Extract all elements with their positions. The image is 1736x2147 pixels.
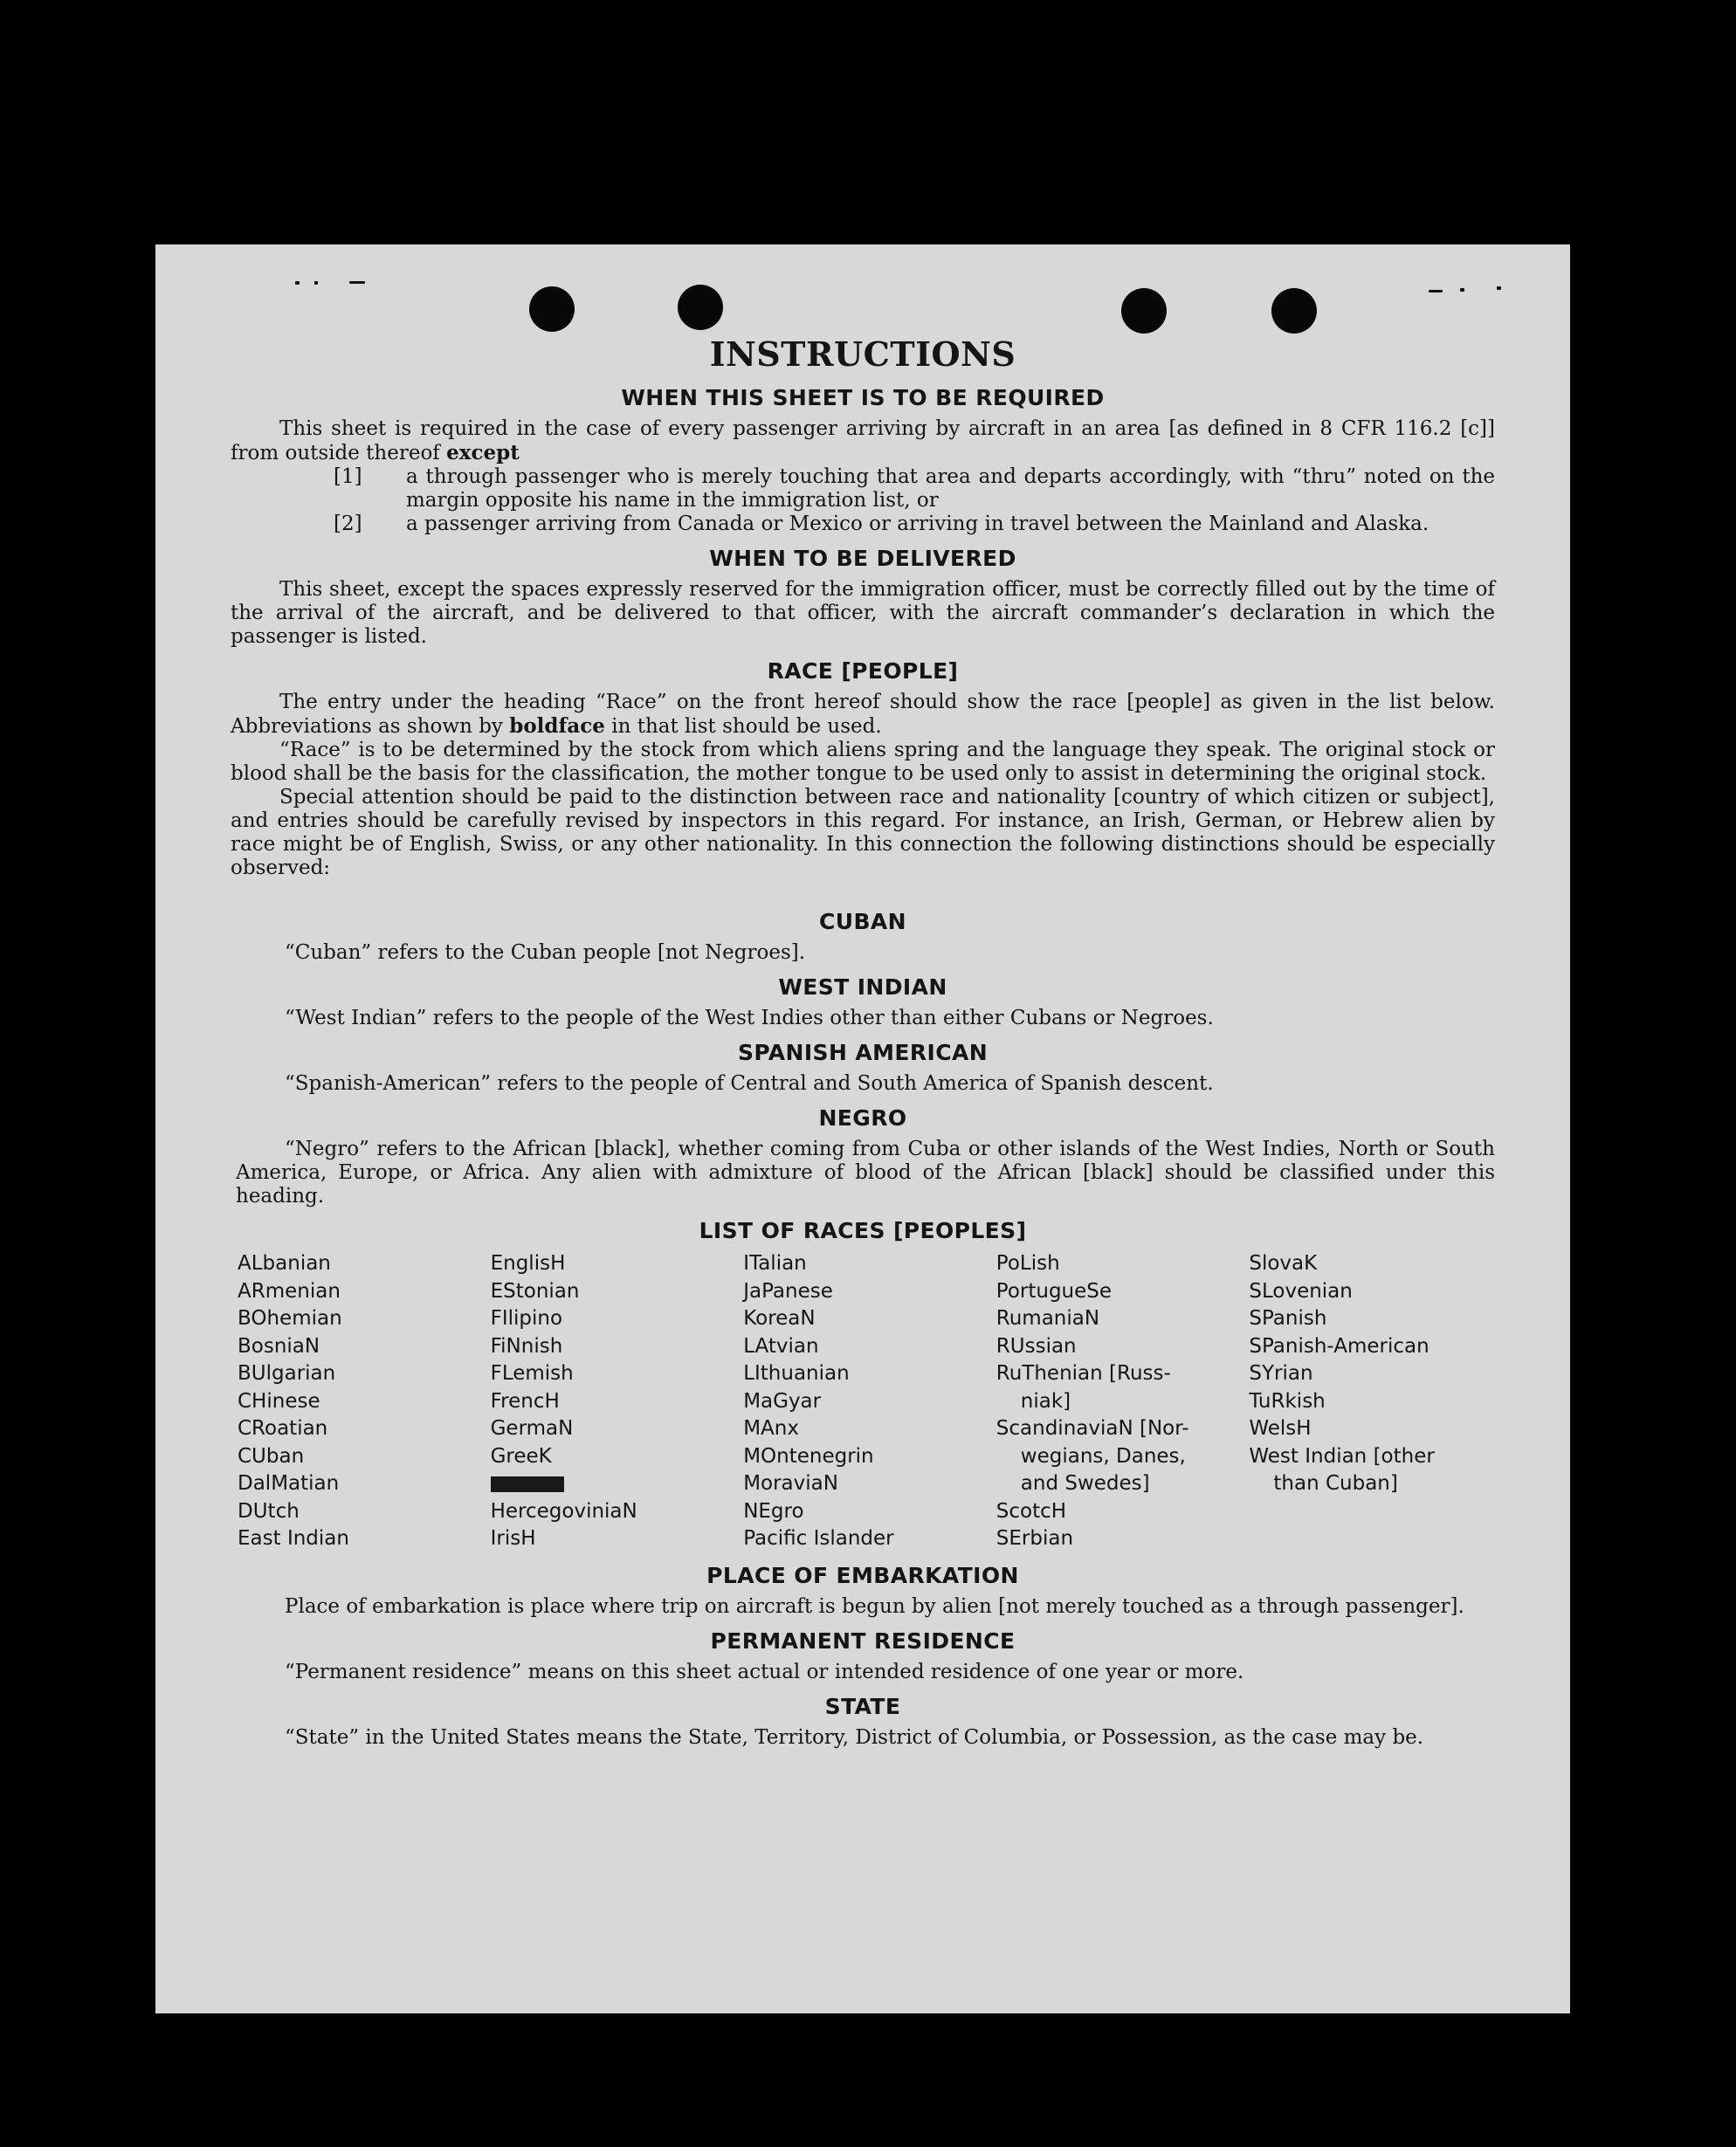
negro-text: “Negro” refers to the African [black], whether coming from Cuba or other islands of the West Indies, North or South America, Europe, or Africa. Any alien with admixture of blood of the African [black] should be classified under this heading. <box>236 1138 1495 1208</box>
section-heading-delivered: WHEN TO BE DELIVERED <box>709 546 1016 571</box>
section-heading-race: RACE [PEOPLE] <box>767 658 959 684</box>
punch-hole <box>1121 288 1167 334</box>
race-item: KoreaN <box>743 1307 816 1330</box>
races-column-3 <box>736 1250 989 1553</box>
race-item: MOntenegrin <box>743 1444 874 1468</box>
race-item: BosniaN <box>238 1334 320 1358</box>
race-item: WelsH <box>1249 1417 1312 1440</box>
race-item: RumaniaN <box>995 1307 1100 1330</box>
section-heading-state: STATE <box>824 1693 901 1719</box>
races-column-5 <box>1242 1250 1495 1553</box>
punch-hole <box>1271 288 1317 334</box>
race-item: ScotcH <box>995 1499 1067 1523</box>
race-item: GreeK <box>490 1444 552 1468</box>
race-item: BOhemian <box>238 1307 342 1330</box>
race-item: ITalian <box>743 1252 807 1275</box>
section-heading-west-indian: WEST INDIAN <box>778 974 947 1000</box>
punch-hole <box>678 285 723 330</box>
page-title: INSTRUCTIONS <box>709 334 1016 374</box>
speck <box>1460 288 1464 292</box>
race-item: PortugueSe <box>995 1279 1113 1303</box>
race-item: CUban <box>238 1444 305 1468</box>
race-item: TuRkish <box>1249 1389 1326 1413</box>
race-item: HercegoviniaN <box>490 1499 637 1523</box>
embarkation-text: Place of embarkation is place where trip on aircraft is begun by alien [not merely touched as a through passenger]. <box>285 1594 1464 1618</box>
form-sheet <box>155 244 1570 2013</box>
section-heading-residence: PERMANENT RESIDENCE <box>710 1627 1016 1654</box>
speck <box>295 281 300 285</box>
speck <box>1497 286 1501 290</box>
race-item: ARmenian <box>238 1279 341 1303</box>
required-intro: This sheet is required in the case of every passenger arriving by aircraft in an area [as defined in 8 CFR 116.2 [c]] from outside thereof except <box>231 417 1495 464</box>
race-item: West Indian [other <box>1249 1444 1435 1468</box>
redaction-mark <box>491 1476 564 1492</box>
race-paragraph-2: “Race” is to be determined by the stock from which aliens spring and the language they speak. The original stock or blood shall be the basis for the classification, the mother tongue to be used only to assist in determining the original stock. <box>231 739 1495 785</box>
race-item: CRoatian <box>238 1417 328 1440</box>
race-item: IrisH <box>490 1527 536 1550</box>
section-heading-required: WHEN THIS SHEET IS TO BE REQUIRED <box>621 385 1105 410</box>
race-item: SlovaK <box>1249 1252 1318 1275</box>
race-item: EStonian <box>490 1279 580 1303</box>
races-column-1 <box>231 1250 484 1553</box>
west-indian-text: “West Indian” refers to the people of the West Indies other than either Cubans or Negroes. <box>285 1007 1214 1029</box>
race-item: BUlgarian <box>238 1362 336 1385</box>
section-heading-cuban: CUBAN <box>819 909 906 934</box>
race-item: SPanish <box>1249 1307 1327 1330</box>
race-item: FrencH <box>490 1389 560 1413</box>
race-item: LIthuanian <box>743 1362 850 1385</box>
race-item: RuThenian [Russ- <box>995 1362 1171 1385</box>
race-item: NEgro <box>743 1499 804 1523</box>
race-item: FIlipino <box>490 1307 563 1330</box>
delivered-text: This sheet, except the spaces expressly reserved for the immigration officer, must be correctly filled out by the time of the arrival of the aircraft, and be delivered to that officer, with the aircraft commander’s declaration in which the passenger is listed. <box>231 578 1495 648</box>
race-item: DalMatian <box>238 1472 340 1495</box>
race-item: JaPanese <box>743 1279 833 1303</box>
race-item: GermaN <box>490 1417 574 1440</box>
race-paragraph-3: Special attention should be paid to the distinction between race and nationality [country of which citizen or subject], and entries should be carefully revised by inspectors in this regard. For instance, an Irish, German, or Hebrew alien by race might be of English, Swiss, or any other nationality. In this connection the following distinctions should be especially observed: <box>231 786 1495 879</box>
race-item: EnglisH <box>490 1252 566 1275</box>
race-item: FiNnish <box>490 1334 563 1358</box>
races-column-4 <box>989 1250 1243 1553</box>
speck <box>349 281 365 284</box>
required-item-1: [1] a through passenger who is merely touching that area and departs accordingly, with “thru” noted on the margin opposite his name in the immigration list, or <box>334 465 1495 512</box>
race-item: Pacific Islander <box>743 1527 894 1550</box>
race-item: SYrian <box>1249 1362 1313 1385</box>
residence-text: “Permanent residence” means on this sheet actual or intended residence of one year or more. <box>285 1660 1244 1683</box>
race-item: ScandinaviaN [Nor- <box>995 1417 1189 1440</box>
section-heading-spanish-american: SPANISH AMERICAN <box>737 1040 989 1065</box>
redacted-race-item <box>491 1470 737 1498</box>
race-item: MoraviaN <box>743 1472 838 1495</box>
race-item: MaGyar <box>743 1389 822 1413</box>
race-item: FLemish <box>490 1362 574 1385</box>
section-heading-negro: NEGRO <box>818 1105 907 1131</box>
state-text: “State” in the United States means the State, Territory, District of Columbia, or Possession, as the case may be. <box>285 1725 1424 1749</box>
race-item: East Indian <box>238 1527 349 1550</box>
section-heading-races-list: LIST OF RACES [PEOPLES] <box>699 1218 1027 1243</box>
race-item-continuation: and Swedes] <box>1020 1472 1150 1495</box>
punch-hole <box>529 286 575 332</box>
race-item: ALbanian <box>238 1252 331 1275</box>
instructions-content <box>231 335 1495 1750</box>
race-paragraph-1: The entry under the heading “Race” on the front hereof should show the race [people] as given in the list below. Abbreviations as shown by boldface in that list should be used. <box>231 691 1495 738</box>
races-list <box>231 1250 1495 1553</box>
section-heading-embarkation: PLACE OF EMBARKATION <box>706 1562 1019 1588</box>
cuban-text: “Cuban” refers to the Cuban people [not Negroes]. <box>285 941 806 964</box>
race-item: SPanish-American <box>1249 1334 1429 1358</box>
races-column-2 <box>484 1250 737 1553</box>
speck <box>314 281 318 285</box>
race-item-continuation: wegians, Danes, <box>1020 1444 1186 1468</box>
race-item-continuation: than Cuban] <box>1273 1472 1398 1495</box>
race-item: PoLish <box>995 1252 1060 1275</box>
spanish-american-text: “Spanish-American” refers to the people of Central and South America of Spanish descent. <box>285 1072 1214 1095</box>
race-item: LAtvian <box>743 1334 819 1358</box>
race-item: SLovenian <box>1249 1279 1353 1303</box>
race-item: DUtch <box>238 1499 300 1523</box>
race-item: RUssian <box>995 1334 1077 1358</box>
speck <box>1429 290 1443 292</box>
race-item: MAnx <box>743 1417 799 1440</box>
required-item-2: [2] a passenger arriving from Canada or Mexico or arriving in travel between the Mainland and Alaska. <box>334 513 1429 535</box>
race-item-continuation: niak] <box>1020 1389 1071 1413</box>
race-item: SErbian <box>995 1527 1074 1550</box>
race-item: CHinese <box>238 1389 320 1413</box>
